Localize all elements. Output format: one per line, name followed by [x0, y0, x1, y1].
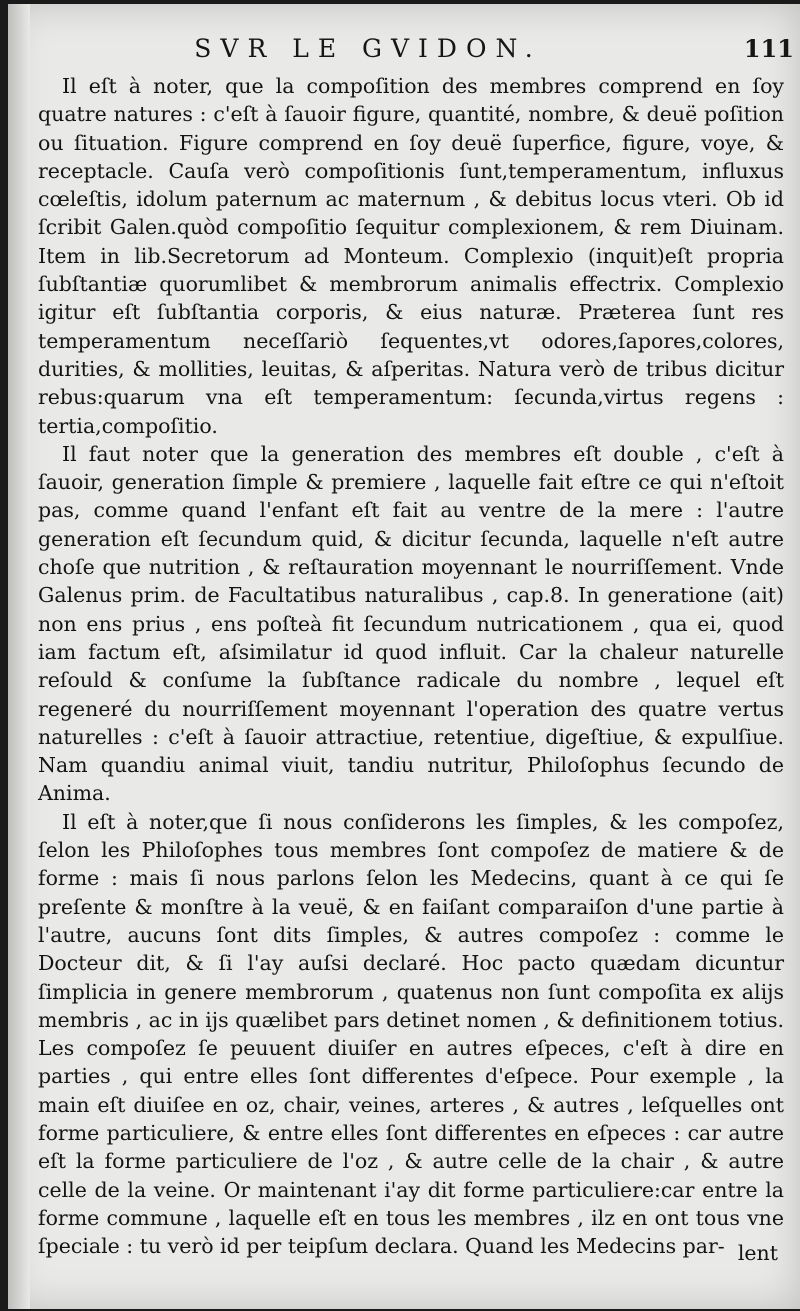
- page-gutter: [8, 4, 30, 1309]
- paragraph: Il eſt à noter, que la compoſition des membres comprend en ſoy quatre natures : c'eſt à ſauoir figure, quantité, nombre, & deuë poſition ou ſituation. Figure comprend en ſoy deuë ſuperfice, figure, voye, & receptacle. Cauſa verò compoſitionis ſunt,temperamentum, influxus cœleſtis, idolum paternum ac maternum , & debitus locus vteri. Ob id ſcribit Galen.quòd compoſitio ſequitur complexionem, & rem Diuinam. Item in lib.Secretorum ad Monteum. Complexio (inquit)eſt propria ſubſtantiæ quorumlibet & membrorum animalis effectrix. Complexio igitur eſt ſubſtantia corporis, & eius naturæ. Præterea ſunt res temperamentum neceſſariò ſequentes,vt odores,ſapores,colores, durities, & mollities, leuitas, & aſperitas. Natura verò de tribus dicitur rebus:quarum vna eſt temperamentum: ſecunda,virtus regens : tertia,compoſitio.: [38, 74, 784, 438]
- book-page: [8, 4, 800, 1309]
- catchword: lent: [737, 1241, 778, 1265]
- paragraph: Il eſt à noter,que ſi nous conſiderons les ſimples, & les compoſez, ſelon les Philoſophes tous membres ſont compoſez de matiere & de forme : mais ſi nous parlons ſelon les Medecins, quant à ce qui ſe preſente & monſtre à la veuë, & en faiſant comparaiſon d'une partie à l'autre, aucuns ſont dits ſimples, & autres compoſez : comme le Docteur dit, & ſi l'ay auſsi declaré. Hoc pacto quædam dicuntur ſimplicia in genere membrorum , quatenus non ſunt compoſita ex alijs membris , ac in ijs quælibet pars detinet nomen , & definitionem totius. Les compoſez ſe peuuent diuiſer en autres eſpeces, c'eſt à dire en parties , qui entre elles ſont differentes d'eſpece. Pour exemple , la main eſt diuiſee en oz, chair, veines, arteres , & autres , leſquelles ont forme particuliere, & entre elles ſont differentes en eſpeces : car autre eſt la forme particuliere de l'oz , & autre celle de la chair , & autre celle de la veine. Or maintenant i'ay dit forme particuliere:car entre la forme commune , laquelle eſt en tous les membres , ilz en ont tous vne ſpeciale : tu verò id per teipſum declara. Quand les Medecins par-: [38, 809, 784, 1259]
- body-text: [38, 72, 784, 1260]
- running-title: SVR LE GVIDON.: [194, 34, 542, 63]
- paragraph: Il faut noter que la generation des membres eſt double , c'eſt à ſauoir, generation ſimple & premiere , laquelle fait eſtre ce qui n'eſtoit pas, comme quand l'enfant eſt fait au ventre de la mere : l'autre generation eſt ſecundum quid, & dicitur ſecunda, laquelle n'eſt autre choſe que nutrition , & reſtauration moyennant le nourriſſement. Vnde Galenus prim. de Facultatibus naturalibus , cap.8. In generatione (ait) non ens prius , ens poſteà fit ſecundum nutricationem , qua ei, quod iam factum eſt, aſsimilatur id quod influit. Car la chaleur naturelle reſould & conſume la ſubſtance radicale du nombre , lequel eſt regeneré du nourriſſement moyennant l'operation des quatre vertus naturelles : c'eſt à ſauoir attractiue, retentiue, digeſtiue, & expulſiue. Nam quandiu animal viuit, tandiu nutritur, Philoſophus ſecundo de Anima.: [38, 441, 784, 806]
- page-number: 111: [743, 34, 794, 63]
- running-head: [8, 34, 800, 66]
